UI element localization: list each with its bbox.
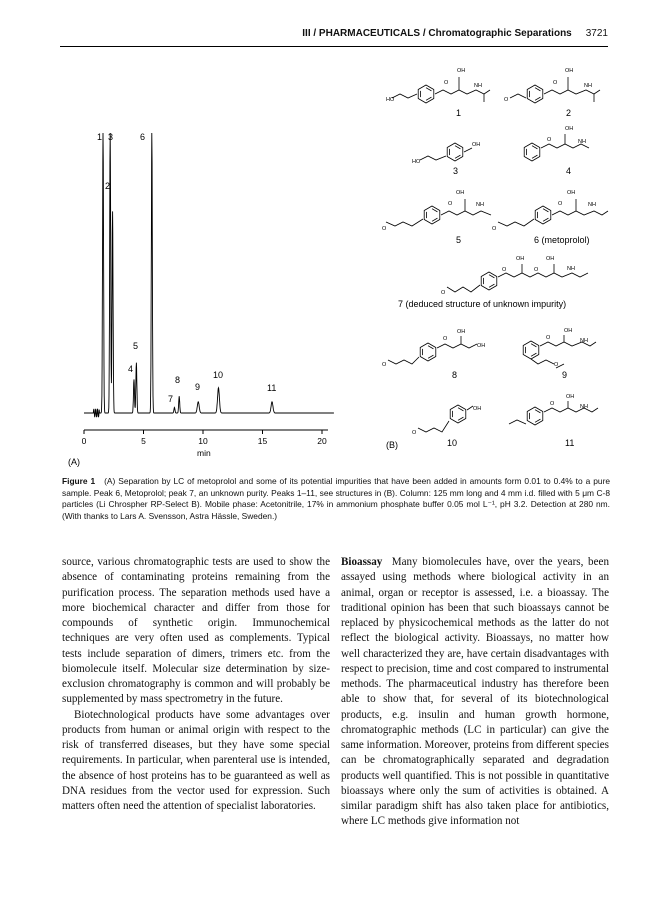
peak-label-7: 7 — [168, 394, 174, 404]
bond-chain — [544, 90, 600, 94]
bond-chain — [392, 94, 417, 98]
section-heading-bioassay: Bioassay — [341, 556, 383, 568]
paragraph: Many biomolecules have, over the years, been assayed using methods where biological activity in an animal, organ or receptor is assessed, i.e. a bioassay. The traditional opinion has been that such bioassays cannot be replaced by physicochemical methods as the latter do not reflect the biological activity. Bioassays, no matter how well characterized they are, have certain disadvantages with respect to precision, time and cost compared to instrumental methods. The pharmaceutical industry has therefore been able to show that, for several of its biotechnological products, e.g. insulin and human growth hormone, chromatographic methods (LC in particular) can give the same information. Moreover, proteins from different species can be chromatographically separated and degradation products well quantified. This is not possible in quantitative bioassays where only the sum of activities is obtained. A similar paradigm shift has also taken place for antibiotics, where LC methods give information not — [341, 556, 609, 828]
paragraph: Biotechnological products have some advantages over products from human or animal origin with respect to the risk of transferred diseases, but they have some special requirements. In particular, when parenteral use is intended, the absence of host proteins has to be guaranteed as well as DNA residues from the vector used for expression. Such matters often need the attention of specialist laboratories. — [62, 708, 330, 812]
bond-chain — [418, 421, 449, 432]
structure-label-10: 10 — [447, 438, 458, 448]
chromatogram-trace — [84, 133, 334, 417]
atom-label: NH — [580, 404, 588, 410]
atom-label: O — [504, 97, 509, 103]
structure-label-4: 4 — [566, 166, 572, 176]
structure-label-5: 5 — [456, 235, 462, 245]
peak-label-10: 10 — [213, 370, 224, 380]
bond-chain — [544, 408, 598, 412]
atom-label: O — [441, 290, 446, 296]
body-column-right — [341, 555, 609, 830]
atom-label: NH — [578, 139, 586, 145]
atom-label: OH — [566, 394, 575, 400]
page-number: 3721 — [585, 28, 608, 39]
atom-label: OH — [456, 190, 465, 196]
structure-numbers — [398, 108, 590, 448]
structure-label-3: 3 — [453, 166, 459, 176]
peak-labels — [97, 132, 276, 407]
atom-label: O — [553, 80, 558, 86]
atom-label: OH — [546, 256, 555, 262]
atom-label: O — [502, 267, 507, 273]
bond-chain — [510, 94, 526, 98]
atom-label: O — [554, 362, 559, 368]
bond-chain — [531, 359, 554, 364]
atom-label: HO — [412, 159, 421, 165]
bond-chain — [435, 90, 490, 94]
x-tick-label: 0 — [81, 436, 87, 446]
bond-chain — [388, 357, 419, 364]
structure-label-11: 11 — [565, 438, 575, 448]
x-tick-label: 20 — [317, 436, 327, 446]
atom-label: NH — [580, 338, 588, 344]
structure-label-6: 6 (metoprolol) — [534, 235, 590, 245]
bond-chain — [437, 344, 477, 348]
caption-label: Figure 1 — [62, 476, 96, 486]
bond-chain — [552, 211, 608, 215]
atom-label: OH — [472, 142, 481, 148]
x-tick-label: 5 — [141, 436, 146, 446]
structure-label-8: 8 — [452, 370, 458, 380]
atom-label: O — [534, 267, 539, 273]
atom-label: NH — [476, 202, 484, 208]
bond-chain — [420, 156, 446, 160]
x-tick-label: 15 — [257, 436, 268, 446]
structure-label-9: 9 — [562, 370, 568, 380]
atom-label: NH — [474, 83, 482, 89]
atom-label: OH — [477, 343, 486, 349]
bond-chain — [509, 420, 526, 424]
running-title: III / PHARMACEUTICALS / Chromatographic Separations — [302, 28, 572, 39]
atom-label: OH — [457, 329, 466, 335]
atom-label: O — [550, 401, 555, 407]
structure-label-2: 2 — [566, 108, 572, 118]
caption-text: (A) Separation by LC of metoprolol and some of its potential impurities that have been added in amounts form 0.01 to 0.4% to a pure sample. Peak 6, Metoprolol; peak 7, an unknown purity. Peaks 1–11, see structures in (B). Column: 125 mm long and 4 mm i.d. filled with 5 μm C-8 particles (Li Chrospher RP-Select B). Mobile phase: Acetonitrile, 17% in ammonium phosphate buffer 0.05 mol L⁻¹, pH 3.2. Detection at 280 nm. (With thanks to Lars A. Svensson, Astra Hässle, Sweden.) — [62, 476, 611, 521]
structure-label-1: 1 — [456, 108, 462, 118]
bond-chain — [386, 219, 423, 226]
peak-label-11: 11 — [267, 383, 277, 393]
atom-label: O — [547, 137, 552, 143]
atom-label: HO — [386, 97, 395, 103]
atom-label: OH — [457, 68, 466, 74]
atom-label: O — [492, 226, 497, 232]
atom-label: O — [558, 201, 563, 207]
atom-label: O — [546, 335, 551, 341]
atom-label: O — [412, 430, 417, 436]
bond-chain — [447, 285, 480, 292]
peak-label-9: 9 — [195, 382, 201, 392]
atom-label: O — [443, 336, 448, 342]
peak-label-2: 2 — [105, 181, 111, 191]
atom-label: OH — [564, 328, 573, 334]
x-tick-label: 10 — [198, 436, 208, 446]
atom-label: OH — [567, 190, 576, 196]
paragraph: source, various chromatographic tests are used to show the absence of contaminating proteins remaining from the purification process. The separation methods used have a more biochemical character and differ from those for compounds of synthetic origin. Immunochemical techniques are very often used as complements. Typical tests include separation of dimers, trimers etc. from the biomolecule itself. Molecular size determination by size-exclusion chromatography is common and will probably be supplemented by mass spectrometry in the future. — [62, 556, 330, 706]
bond-chain — [498, 273, 588, 277]
bond-chain — [464, 148, 472, 152]
panel-a-label: (A) — [68, 457, 80, 467]
peak-label-5: 5 — [133, 341, 139, 351]
body-column-left — [62, 555, 330, 814]
atom-label: O — [444, 80, 449, 86]
panel-b-label: (B) — [386, 440, 398, 450]
bond-chain — [441, 211, 491, 215]
structure-label-7: 7 (deduced structure of unknown impurity) — [398, 299, 567, 309]
peak-label-8: 8 — [175, 375, 181, 385]
atom-label: OH — [473, 406, 482, 412]
atom-label: NH — [567, 266, 575, 272]
peak-label-6: 6 — [140, 132, 146, 142]
atom-label: O — [448, 201, 453, 207]
x-axis-label: min — [197, 448, 211, 458]
atom-label: OH — [516, 256, 525, 262]
peak-label-4: 4 — [128, 364, 134, 374]
peak-label-3: 3 — [108, 132, 114, 142]
bond-chain — [498, 219, 534, 226]
atom-label: NH — [588, 202, 596, 208]
atom-label: O — [382, 226, 387, 232]
figure-caption — [62, 476, 610, 522]
atom-label: O — [382, 362, 387, 368]
atom-label: OH — [565, 126, 574, 132]
atom-label: NH — [584, 83, 592, 89]
structures-panel — [382, 68, 608, 436]
x-axis-ticks — [82, 430, 327, 446]
peak-label-1: 1 — [97, 132, 103, 142]
atom-label: OH — [565, 68, 574, 74]
